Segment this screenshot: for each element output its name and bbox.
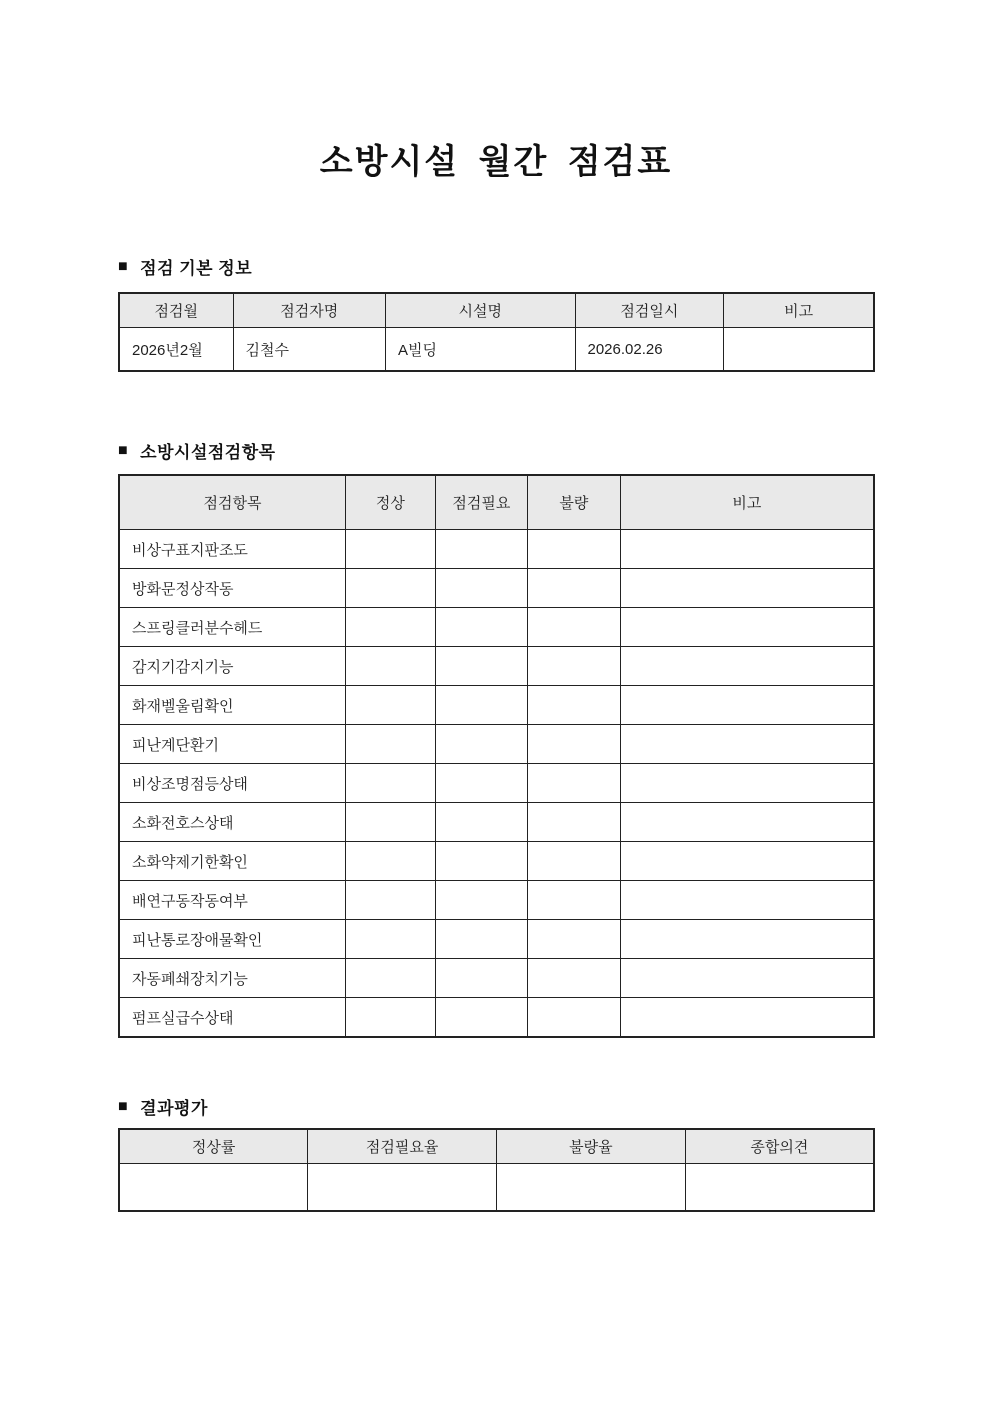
status-check-needed-cell	[435, 608, 527, 647]
table-row	[119, 842, 874, 881]
status-defective-cell	[527, 920, 620, 959]
status-defective-cell	[527, 803, 620, 842]
section-heading-result	[118, 1094, 208, 1119]
remark-cell	[620, 647, 874, 686]
table-row	[119, 686, 874, 725]
result-table	[118, 1128, 875, 1212]
column-header-month: 점검월	[119, 293, 233, 328]
section-heading-basic-info	[118, 254, 252, 279]
status-normal-cell	[346, 530, 436, 569]
facility-cell: A빌딩	[386, 328, 576, 372]
item-name-cell: 스프링클러분수헤드	[119, 608, 346, 647]
item-name-cell: 피난통로장애물확인	[119, 920, 346, 959]
table-row	[119, 328, 874, 372]
remark-cell	[620, 725, 874, 764]
table-header-row	[119, 1129, 874, 1164]
status-defective-cell	[527, 998, 620, 1038]
remark-cell	[620, 608, 874, 647]
table-row	[119, 881, 874, 920]
status-normal-cell	[346, 803, 436, 842]
table-row	[119, 608, 874, 647]
status-normal-cell	[346, 569, 436, 608]
table-row	[119, 530, 874, 569]
item-name-cell: 비상구표지판조도	[119, 530, 346, 569]
item-name-cell: 피난계단환기	[119, 725, 346, 764]
normal-rate-cell	[119, 1164, 308, 1212]
remark-cell	[620, 959, 874, 998]
column-header-defective: 불량	[527, 475, 620, 530]
need-rate-cell	[308, 1164, 497, 1212]
item-name-cell: 방화문정상작동	[119, 569, 346, 608]
column-header-normal: 정상	[346, 475, 436, 530]
status-defective-cell	[527, 569, 620, 608]
column-header-normal-rate: 정상률	[119, 1129, 308, 1164]
status-defective-cell	[527, 725, 620, 764]
status-defective-cell	[527, 881, 620, 920]
column-header-check-needed: 점검필요	[435, 475, 527, 530]
status-defective-cell	[527, 764, 620, 803]
overall-opinion-cell	[685, 1164, 874, 1212]
table-row	[119, 920, 874, 959]
table-row	[119, 803, 874, 842]
status-check-needed-cell	[435, 881, 527, 920]
column-header-inspector: 점검자명	[233, 293, 386, 328]
status-defective-cell	[527, 530, 620, 569]
table-header-row	[119, 293, 874, 328]
status-defective-cell	[527, 647, 620, 686]
section-heading-label: 점검 기본 정보	[140, 259, 253, 278]
remark-cell	[620, 842, 874, 881]
item-name-cell: 소화약제기한확인	[119, 842, 346, 881]
page-title: 소방시설 월간 점검표	[319, 143, 673, 181]
status-check-needed-cell	[435, 647, 527, 686]
table-row	[119, 959, 874, 998]
item-name-cell: 배연구동작동여부	[119, 881, 346, 920]
item-name-cell: 펌프실급수상태	[119, 998, 346, 1038]
status-check-needed-cell	[435, 530, 527, 569]
status-defective-cell	[527, 608, 620, 647]
section-heading-label: 소방시설점검항목	[140, 443, 276, 462]
status-normal-cell	[346, 725, 436, 764]
status-normal-cell	[346, 647, 436, 686]
remark-cell	[620, 920, 874, 959]
basic-info-table	[118, 292, 875, 372]
status-check-needed-cell	[435, 959, 527, 998]
section-heading-label: 결과평가	[140, 1099, 208, 1118]
section-marker-icon: ■	[118, 1097, 129, 1115]
column-header-facility: 시설명	[386, 293, 576, 328]
column-header-date: 점검일시	[575, 293, 724, 328]
status-check-needed-cell	[435, 764, 527, 803]
status-defective-cell	[527, 842, 620, 881]
status-check-needed-cell	[435, 803, 527, 842]
remark-cell	[620, 569, 874, 608]
date-cell: 2026.02.26	[575, 328, 724, 372]
inspection-items-table	[118, 474, 875, 1038]
status-normal-cell	[346, 959, 436, 998]
defect-rate-cell	[497, 1164, 686, 1212]
item-name-cell: 감지기감지기능	[119, 647, 346, 686]
remark-cell	[620, 686, 874, 725]
item-name-cell: 자동폐쇄장치기능	[119, 959, 346, 998]
column-header-note: 비고	[724, 293, 874, 328]
remark-cell	[620, 998, 874, 1038]
status-normal-cell	[346, 881, 436, 920]
note-cell	[724, 328, 874, 372]
status-check-needed-cell	[435, 686, 527, 725]
status-normal-cell	[346, 686, 436, 725]
status-normal-cell	[346, 998, 436, 1038]
table-row	[119, 725, 874, 764]
month-cell: 2026년2월	[119, 328, 233, 372]
remark-cell	[620, 803, 874, 842]
column-header-need-rate: 점검필요율	[308, 1129, 497, 1164]
status-check-needed-cell	[435, 998, 527, 1038]
status-check-needed-cell	[435, 569, 527, 608]
table-row	[119, 569, 874, 608]
column-header-overall-opinion: 종합의견	[685, 1129, 874, 1164]
item-name-cell: 비상조명점등상태	[119, 764, 346, 803]
table-row	[119, 1164, 874, 1212]
remark-cell	[620, 530, 874, 569]
status-normal-cell	[346, 764, 436, 803]
status-normal-cell	[346, 842, 436, 881]
section-marker-icon: ■	[118, 257, 129, 275]
status-defective-cell	[527, 959, 620, 998]
column-header-item: 점검항목	[119, 475, 346, 530]
status-check-needed-cell	[435, 842, 527, 881]
status-check-needed-cell	[435, 920, 527, 959]
remark-cell	[620, 881, 874, 920]
table-row	[119, 764, 874, 803]
status-normal-cell	[346, 608, 436, 647]
section-heading-inspection-items	[118, 438, 276, 463]
table-row	[119, 647, 874, 686]
column-header-defect-rate: 불량율	[497, 1129, 686, 1164]
inspector-cell: 김철수	[233, 328, 386, 372]
table-header-row	[119, 475, 874, 530]
remark-cell	[620, 764, 874, 803]
item-name-cell: 화재벨울림확인	[119, 686, 346, 725]
status-defective-cell	[527, 686, 620, 725]
status-normal-cell	[346, 920, 436, 959]
table-row	[119, 998, 874, 1038]
section-marker-icon: ■	[118, 441, 129, 459]
item-name-cell: 소화전호스상태	[119, 803, 346, 842]
status-check-needed-cell	[435, 725, 527, 764]
column-header-remark: 비고	[620, 475, 874, 530]
